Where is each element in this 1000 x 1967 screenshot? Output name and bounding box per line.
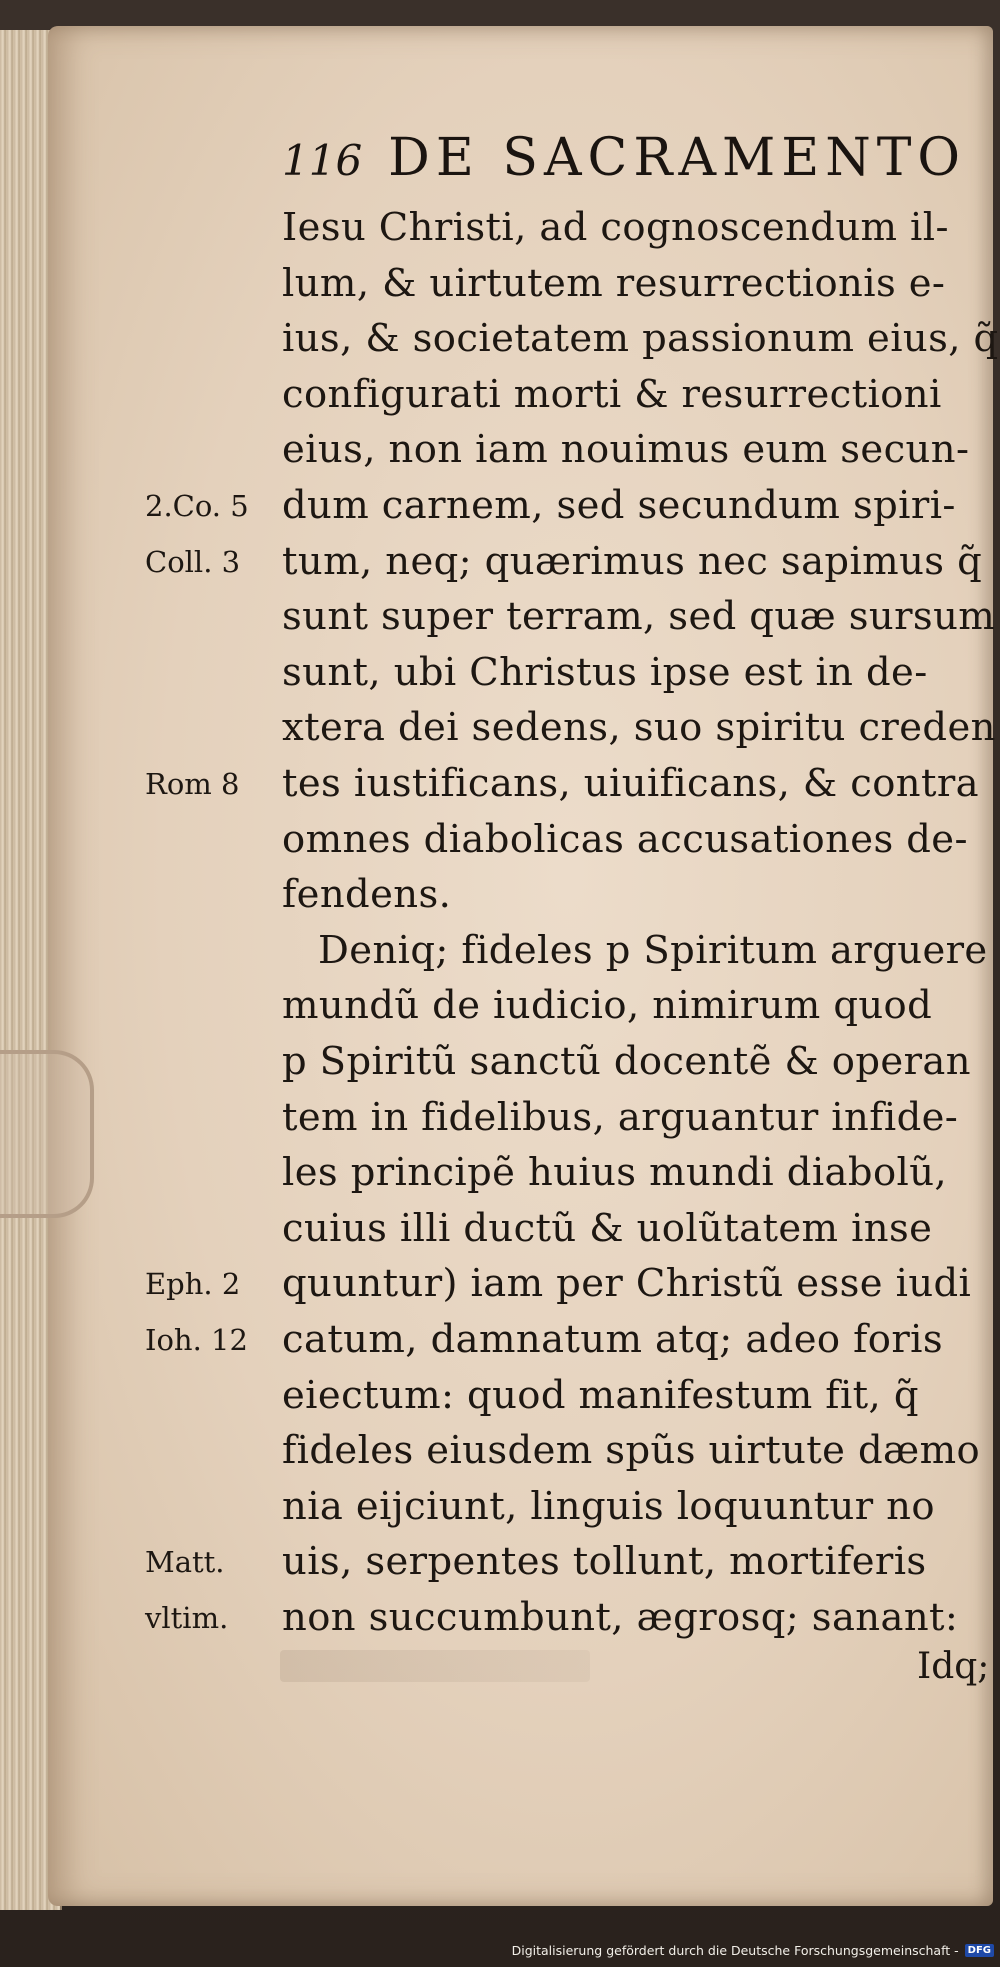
text-line: eius, non iam nouimus eum secun- xyxy=(282,427,970,473)
page-clip xyxy=(0,1050,94,1218)
text-line: xtera dei sedens, suo spiritu creden xyxy=(282,705,996,751)
margin-note: Rom 8 xyxy=(145,767,240,801)
text-line: uis, serpentes tollunt, mortiferis xyxy=(282,1539,927,1585)
text-line: configurati morti & resurrectioni xyxy=(282,371,942,417)
margin-note: Eph. 2 xyxy=(145,1267,241,1302)
text-line: sunt super terram, sed quæ sursum xyxy=(282,594,996,640)
text-line: catum, damnatum atq; adeo foris xyxy=(282,1317,944,1362)
text-line: lum, & uirtutem resurrectionis e- xyxy=(282,260,946,306)
text-line: quuntur) iam per Christũ esse iudi xyxy=(282,1261,972,1307)
margin-note: Ioh. 12 xyxy=(145,1323,248,1357)
text-line: Deniq; fideles p Spiritum arguere xyxy=(318,927,988,973)
show-through-text xyxy=(280,1650,590,1682)
text-line: omnes diabolicas accusationes de- xyxy=(282,816,968,862)
text-line: les principẽ huius mundi diabolũ, xyxy=(282,1150,948,1196)
text-line: tum, neq; quærimus nec sapimus q̃ xyxy=(282,538,983,584)
text-line: Iesu Christi, ad cognoscendum il- xyxy=(282,205,949,250)
text-line: tes iustificans, uiuificans, & contra xyxy=(282,761,980,806)
text-line: cuius illi ductũ & uolũtatem inse xyxy=(282,1205,933,1251)
margin-note: Matt. xyxy=(145,1545,225,1580)
text-line: eiectum: quod manifestum fit, q̃ xyxy=(282,1372,919,1418)
text-line: mundũ de iudicio, nimirum quod xyxy=(282,983,933,1029)
digitization-credit xyxy=(512,1937,994,1963)
dfg-logo: DFG xyxy=(965,1944,994,1957)
page-number: 116 xyxy=(282,136,363,185)
text-line: ius, & societatem passionum eius, q̃ xyxy=(282,316,999,362)
text-line: nia eijciunt, linguis loquuntur no xyxy=(282,1483,935,1529)
text-line: p Spiritũ sanctũ docentẽ & operan xyxy=(282,1039,971,1084)
margin-note: vltim. xyxy=(145,1601,229,1635)
text-line: non succumbunt, ægrosq; sanant: xyxy=(282,1595,959,1640)
running-title: DE SACRAMENTO xyxy=(388,128,967,188)
text-line: sunt, ubi Christus ipse est in de- xyxy=(282,649,928,695)
margin-note: 2.Co. 5 xyxy=(145,489,249,523)
running-head xyxy=(282,128,966,188)
margin-note: Coll. 3 xyxy=(145,544,241,579)
text-line: dum carnem, sed secundum spiri- xyxy=(282,483,956,528)
catchword: Idq; xyxy=(917,1646,990,1687)
text-line: fendens. xyxy=(282,872,452,918)
credit-text: Digitalisierung gefördert durch die Deutsche Forschungsgemeinschaft - xyxy=(511,1942,959,1958)
text-line: fideles eiusdem spũs uirtute dæmo xyxy=(282,1428,981,1474)
text-line: tem in fidelibus, arguantur infide- xyxy=(282,1094,959,1140)
